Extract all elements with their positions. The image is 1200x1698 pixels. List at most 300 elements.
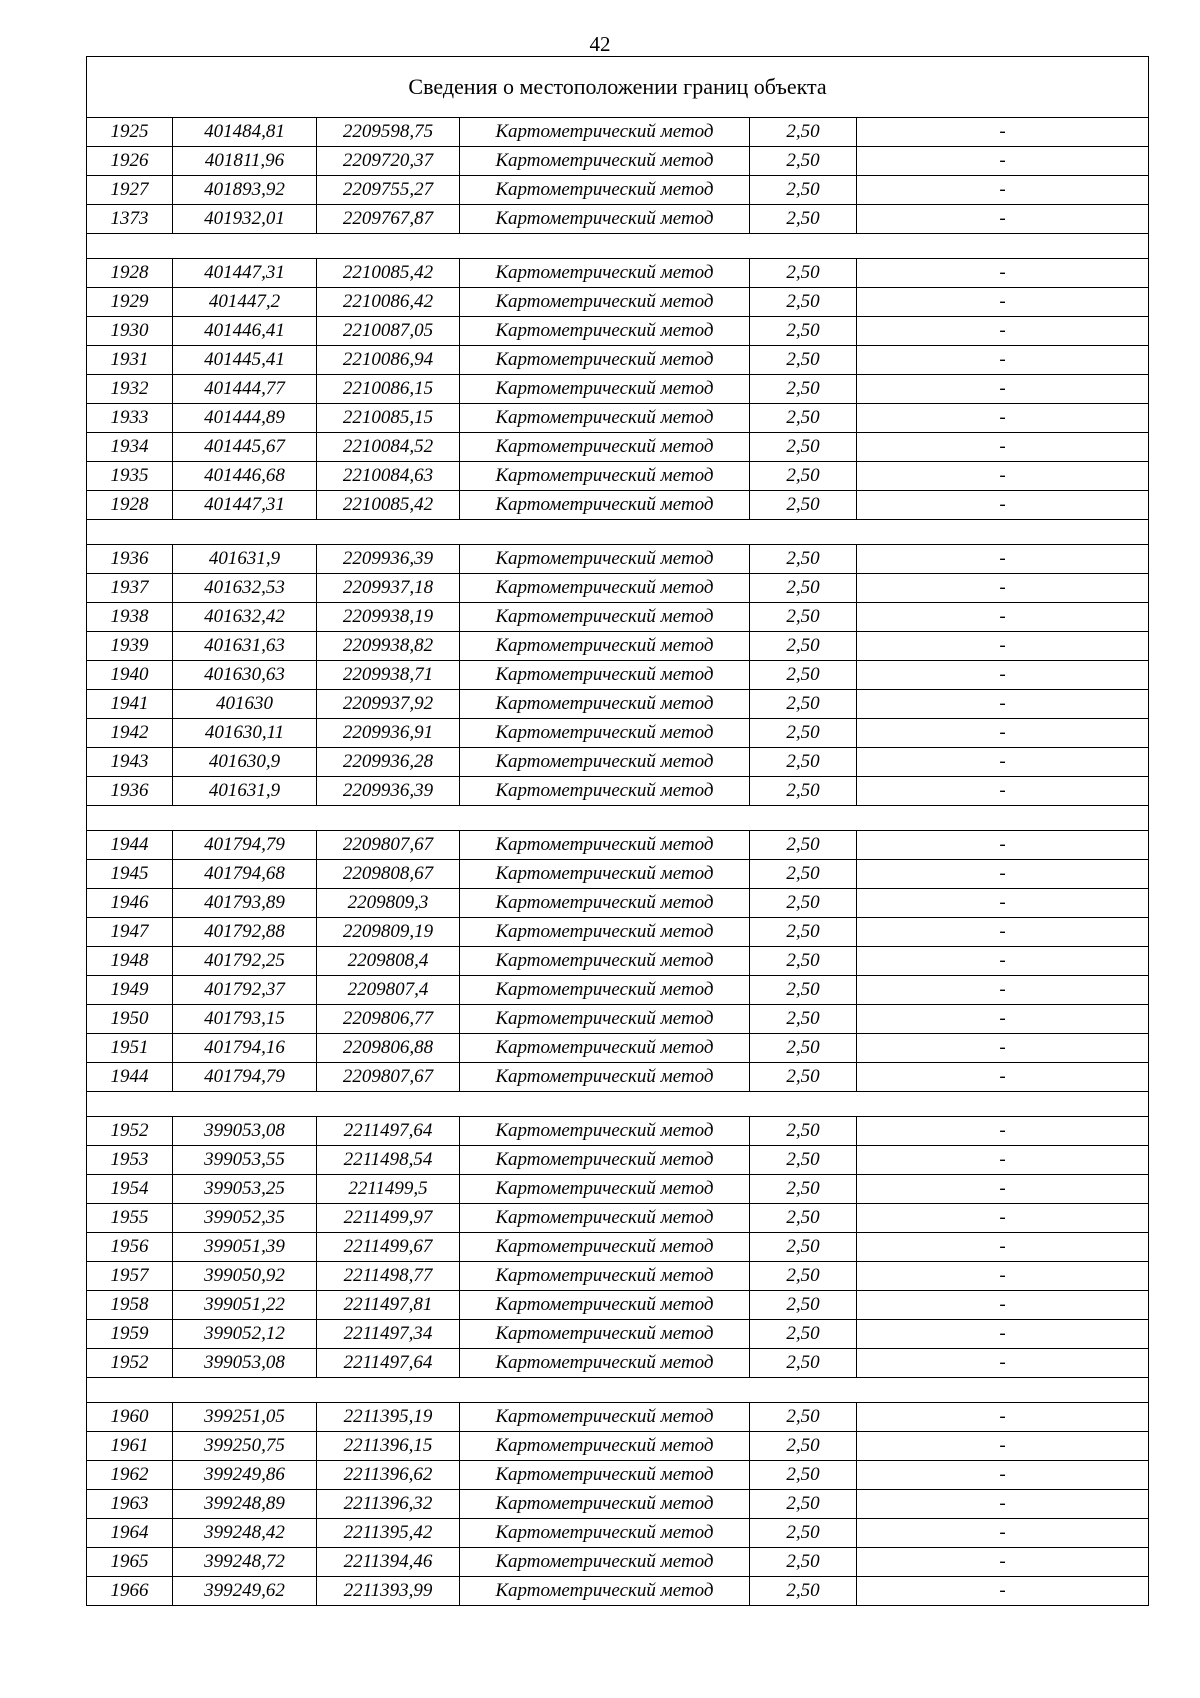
description-cell: - <box>857 947 1149 976</box>
method-cell: Картометрический метод <box>460 1349 750 1378</box>
description-cell: - <box>857 1349 1149 1378</box>
table-row <box>87 976 1149 1005</box>
x-coordinate-cell: 401792,37 <box>173 976 317 1005</box>
contour-separator-cell <box>87 1092 1149 1117</box>
description-cell: - <box>857 603 1149 632</box>
accuracy-cell: 2,50 <box>750 118 857 147</box>
y-coordinate-cell: 2209807,67 <box>317 831 460 860</box>
description-cell: - <box>857 690 1149 719</box>
description-cell: - <box>857 1005 1149 1034</box>
point-number-cell: 1937 <box>87 574 173 603</box>
y-coordinate-cell: 2209936,39 <box>317 545 460 574</box>
accuracy-cell: 2,50 <box>750 748 857 777</box>
x-coordinate-cell: 399248,42 <box>173 1519 317 1548</box>
accuracy-cell: 2,50 <box>750 176 857 205</box>
y-coordinate-cell: 2209937,92 <box>317 690 460 719</box>
y-coordinate-cell: 2209807,4 <box>317 976 460 1005</box>
contour-separator-row <box>87 234 1149 259</box>
point-number-cell: 1957 <box>87 1262 173 1291</box>
method-cell: Картометрический метод <box>460 176 750 205</box>
x-coordinate-cell: 401792,88 <box>173 918 317 947</box>
description-cell: - <box>857 205 1149 234</box>
method-cell: Картометрический метод <box>460 1204 750 1233</box>
accuracy-cell: 2,50 <box>750 1233 857 1262</box>
point-number-cell: 1927 <box>87 176 173 205</box>
method-cell: Картометрический метод <box>460 1262 750 1291</box>
x-coordinate-cell: 401484,81 <box>173 118 317 147</box>
table-row <box>87 545 1149 574</box>
method-cell: Картометрический метод <box>460 147 750 176</box>
accuracy-cell: 2,50 <box>750 1577 857 1606</box>
description-cell: - <box>857 777 1149 806</box>
description-cell: - <box>857 346 1149 375</box>
description-cell: - <box>857 1432 1149 1461</box>
x-coordinate-cell: 401630,63 <box>173 661 317 690</box>
accuracy-cell: 2,50 <box>750 1548 857 1577</box>
method-cell: Картометрический метод <box>460 1063 750 1092</box>
accuracy-cell: 2,50 <box>750 545 857 574</box>
table-row <box>87 118 1149 147</box>
accuracy-cell: 2,50 <box>750 976 857 1005</box>
table-row <box>87 1461 1149 1490</box>
y-coordinate-cell: 2211499,67 <box>317 1233 460 1262</box>
accuracy-cell: 2,50 <box>750 1320 857 1349</box>
accuracy-cell: 2,50 <box>750 404 857 433</box>
x-coordinate-cell: 399053,25 <box>173 1175 317 1204</box>
point-number-cell: 1956 <box>87 1233 173 1262</box>
point-number-cell: 1944 <box>87 1063 173 1092</box>
table-row <box>87 1146 1149 1175</box>
x-coordinate-cell: 401793,15 <box>173 1005 317 1034</box>
y-coordinate-cell: 2211497,64 <box>317 1117 460 1146</box>
description-cell: - <box>857 1117 1149 1146</box>
description-cell: - <box>857 1262 1149 1291</box>
x-coordinate-cell: 401794,68 <box>173 860 317 889</box>
method-cell: Картометрический метод <box>460 690 750 719</box>
table-row <box>87 947 1149 976</box>
table-row <box>87 632 1149 661</box>
y-coordinate-cell: 2211395,19 <box>317 1403 460 1432</box>
y-coordinate-cell: 2209806,88 <box>317 1034 460 1063</box>
method-cell: Картометрический метод <box>460 1034 750 1063</box>
y-coordinate-cell: 2210085,42 <box>317 491 460 520</box>
accuracy-cell: 2,50 <box>750 1461 857 1490</box>
point-number-cell: 1953 <box>87 1146 173 1175</box>
accuracy-cell: 2,50 <box>750 1034 857 1063</box>
y-coordinate-cell: 2209809,19 <box>317 918 460 947</box>
y-coordinate-cell: 2210085,15 <box>317 404 460 433</box>
method-cell: Картометрический метод <box>460 632 750 661</box>
y-coordinate-cell: 2210087,05 <box>317 317 460 346</box>
description-cell: - <box>857 632 1149 661</box>
point-number-cell: 1936 <box>87 777 173 806</box>
table-row <box>87 603 1149 632</box>
table-row <box>87 1548 1149 1577</box>
method-cell: Картометрический метод <box>460 259 750 288</box>
method-cell: Картометрический метод <box>460 603 750 632</box>
point-number-cell: 1952 <box>87 1117 173 1146</box>
table-row <box>87 777 1149 806</box>
point-number-cell: 1949 <box>87 976 173 1005</box>
point-number-cell: 1932 <box>87 375 173 404</box>
accuracy-cell: 2,50 <box>750 205 857 234</box>
y-coordinate-cell: 2209720,37 <box>317 147 460 176</box>
x-coordinate-cell: 399053,55 <box>173 1146 317 1175</box>
x-coordinate-cell: 401631,63 <box>173 632 317 661</box>
method-cell: Картометрический метод <box>460 1461 750 1490</box>
description-cell: - <box>857 976 1149 1005</box>
accuracy-cell: 2,50 <box>750 947 857 976</box>
description-cell: - <box>857 147 1149 176</box>
point-number-cell: 1943 <box>87 748 173 777</box>
table-row <box>87 491 1149 520</box>
method-cell: Картометрический метод <box>460 976 750 1005</box>
point-number-cell: 1963 <box>87 1490 173 1519</box>
x-coordinate-cell: 401447,2 <box>173 288 317 317</box>
table-row <box>87 1490 1149 1519</box>
accuracy-cell: 2,50 <box>750 1262 857 1291</box>
boundary-table-container <box>86 56 1148 1606</box>
method-cell: Картометрический метод <box>460 1320 750 1349</box>
method-cell: Картометрический метод <box>460 860 750 889</box>
y-coordinate-cell: 2209936,39 <box>317 777 460 806</box>
method-cell: Картометрический метод <box>460 1577 750 1606</box>
method-cell: Картометрический метод <box>460 346 750 375</box>
description-cell: - <box>857 1175 1149 1204</box>
contour-separator-row <box>87 1092 1149 1117</box>
y-coordinate-cell: 2211497,64 <box>317 1349 460 1378</box>
y-coordinate-cell: 2210086,42 <box>317 288 460 317</box>
accuracy-cell: 2,50 <box>750 889 857 918</box>
description-cell: - <box>857 1519 1149 1548</box>
accuracy-cell: 2,50 <box>750 1490 857 1519</box>
accuracy-cell: 2,50 <box>750 603 857 632</box>
table-title: Сведения о местоположении границ объекта <box>87 57 1149 118</box>
method-cell: Картометрический метод <box>460 777 750 806</box>
description-cell: - <box>857 661 1149 690</box>
y-coordinate-cell: 2209755,27 <box>317 176 460 205</box>
point-number-cell: 1947 <box>87 918 173 947</box>
y-coordinate-cell: 2211396,15 <box>317 1432 460 1461</box>
table-row <box>87 748 1149 777</box>
point-number-cell: 1929 <box>87 288 173 317</box>
y-coordinate-cell: 2209938,19 <box>317 603 460 632</box>
description-cell: - <box>857 1291 1149 1320</box>
method-cell: Картометрический метод <box>460 719 750 748</box>
point-number-cell: 1930 <box>87 317 173 346</box>
point-number-cell: 1962 <box>87 1461 173 1490</box>
table-row <box>87 1577 1149 1606</box>
x-coordinate-cell: 401630,9 <box>173 748 317 777</box>
contour-separator-row <box>87 520 1149 545</box>
table-row <box>87 1519 1149 1548</box>
method-cell: Картометрический метод <box>460 1548 750 1577</box>
y-coordinate-cell: 2209938,71 <box>317 661 460 690</box>
y-coordinate-cell: 2211497,81 <box>317 1291 460 1320</box>
description-cell: - <box>857 719 1149 748</box>
table-row <box>87 661 1149 690</box>
y-coordinate-cell: 2210085,42 <box>317 259 460 288</box>
method-cell: Картометрический метод <box>460 1117 750 1146</box>
description-cell: - <box>857 1233 1149 1262</box>
accuracy-cell: 2,50 <box>750 1291 857 1320</box>
accuracy-cell: 2,50 <box>750 288 857 317</box>
description-cell: - <box>857 831 1149 860</box>
table-body <box>87 57 1149 1606</box>
y-coordinate-cell: 2209807,67 <box>317 1063 460 1092</box>
method-cell: Картометрический метод <box>460 1233 750 1262</box>
table-row <box>87 1204 1149 1233</box>
point-number-cell: 1944 <box>87 831 173 860</box>
point-number-cell: 1938 <box>87 603 173 632</box>
x-coordinate-cell: 399248,89 <box>173 1490 317 1519</box>
y-coordinate-cell: 2209936,91 <box>317 719 460 748</box>
accuracy-cell: 2,50 <box>750 147 857 176</box>
method-cell: Картометрический метод <box>460 831 750 860</box>
y-coordinate-cell: 2211394,46 <box>317 1548 460 1577</box>
y-coordinate-cell: 2211396,62 <box>317 1461 460 1490</box>
table-row <box>87 574 1149 603</box>
accuracy-cell: 2,50 <box>750 690 857 719</box>
y-coordinate-cell: 2211499,97 <box>317 1204 460 1233</box>
y-coordinate-cell: 2210086,94 <box>317 346 460 375</box>
description-cell: - <box>857 574 1149 603</box>
table-row <box>87 889 1149 918</box>
point-number-cell: 1965 <box>87 1548 173 1577</box>
description-cell: - <box>857 118 1149 147</box>
method-cell: Картометрический метод <box>460 375 750 404</box>
description-cell: - <box>857 375 1149 404</box>
table-row <box>87 1432 1149 1461</box>
x-coordinate-cell: 399249,86 <box>173 1461 317 1490</box>
point-number-cell: 1964 <box>87 1519 173 1548</box>
y-coordinate-cell: 2210086,15 <box>317 375 460 404</box>
contour-separator-row <box>87 806 1149 831</box>
point-number-cell: 1928 <box>87 259 173 288</box>
accuracy-cell: 2,50 <box>750 1063 857 1092</box>
y-coordinate-cell: 2211395,42 <box>317 1519 460 1548</box>
method-cell: Картометрический метод <box>460 1291 750 1320</box>
point-number-cell: 1961 <box>87 1432 173 1461</box>
point-number-cell: 1926 <box>87 147 173 176</box>
method-cell: Картометрический метод <box>460 433 750 462</box>
x-coordinate-cell: 401447,31 <box>173 491 317 520</box>
y-coordinate-cell: 2210084,52 <box>317 433 460 462</box>
description-cell: - <box>857 1063 1149 1092</box>
x-coordinate-cell: 399051,39 <box>173 1233 317 1262</box>
table-row <box>87 346 1149 375</box>
y-coordinate-cell: 2209938,82 <box>317 632 460 661</box>
method-cell: Картометрический метод <box>460 1432 750 1461</box>
y-coordinate-cell: 2209767,87 <box>317 205 460 234</box>
description-cell: - <box>857 1490 1149 1519</box>
table-row <box>87 1117 1149 1146</box>
description-cell: - <box>857 545 1149 574</box>
method-cell: Картометрический метод <box>460 205 750 234</box>
x-coordinate-cell: 399250,75 <box>173 1432 317 1461</box>
description-cell: - <box>857 1146 1149 1175</box>
method-cell: Картометрический метод <box>460 1175 750 1204</box>
point-number-cell: 1933 <box>87 404 173 433</box>
table-row <box>87 317 1149 346</box>
x-coordinate-cell: 401631,9 <box>173 545 317 574</box>
accuracy-cell: 2,50 <box>750 574 857 603</box>
x-coordinate-cell: 399052,12 <box>173 1320 317 1349</box>
y-coordinate-cell: 2209937,18 <box>317 574 460 603</box>
description-cell: - <box>857 860 1149 889</box>
description-cell: - <box>857 259 1149 288</box>
y-coordinate-cell: 2209808,4 <box>317 947 460 976</box>
table-row <box>87 1291 1149 1320</box>
table-row <box>87 1262 1149 1291</box>
accuracy-cell: 2,50 <box>750 1175 857 1204</box>
table-row <box>87 860 1149 889</box>
description-cell: - <box>857 918 1149 947</box>
y-coordinate-cell: 2209806,77 <box>317 1005 460 1034</box>
point-number-cell: 1928 <box>87 491 173 520</box>
table-row <box>87 831 1149 860</box>
method-cell: Картометрический метод <box>460 317 750 346</box>
table-row <box>87 375 1149 404</box>
description-cell: - <box>857 1204 1149 1233</box>
x-coordinate-cell: 401444,77 <box>173 375 317 404</box>
point-number-cell: 1940 <box>87 661 173 690</box>
y-coordinate-cell: 2209598,75 <box>317 118 460 147</box>
x-coordinate-cell: 401794,79 <box>173 831 317 860</box>
point-number-cell: 1931 <box>87 346 173 375</box>
contour-separator-cell <box>87 520 1149 545</box>
x-coordinate-cell: 399251,05 <box>173 1403 317 1432</box>
description-cell: - <box>857 1461 1149 1490</box>
point-number-cell: 1948 <box>87 947 173 976</box>
accuracy-cell: 2,50 <box>750 1117 857 1146</box>
x-coordinate-cell: 401446,41 <box>173 317 317 346</box>
method-cell: Картометрический метод <box>460 574 750 603</box>
point-number-cell: 1936 <box>87 545 173 574</box>
method-cell: Картометрический метод <box>460 491 750 520</box>
x-coordinate-cell: 401630 <box>173 690 317 719</box>
x-coordinate-cell: 401630,11 <box>173 719 317 748</box>
table-row <box>87 147 1149 176</box>
description-cell: - <box>857 404 1149 433</box>
accuracy-cell: 2,50 <box>750 777 857 806</box>
table-row <box>87 462 1149 491</box>
method-cell: Картометрический метод <box>460 661 750 690</box>
description-cell: - <box>857 491 1149 520</box>
table-row <box>87 205 1149 234</box>
table-row <box>87 1005 1149 1034</box>
accuracy-cell: 2,50 <box>750 1204 857 1233</box>
method-cell: Картометрический метод <box>460 288 750 317</box>
contour-separator-cell <box>87 1378 1149 1403</box>
description-cell: - <box>857 1548 1149 1577</box>
x-coordinate-cell: 401447,31 <box>173 259 317 288</box>
boundary-table <box>86 56 1149 1606</box>
method-cell: Картометрический метод <box>460 1005 750 1034</box>
description-cell: - <box>857 176 1149 205</box>
description-cell: - <box>857 748 1149 777</box>
contour-separator-row <box>87 1378 1149 1403</box>
method-cell: Картометрический метод <box>460 1146 750 1175</box>
table-row <box>87 690 1149 719</box>
description-cell: - <box>857 1034 1149 1063</box>
x-coordinate-cell: 399050,92 <box>173 1262 317 1291</box>
table-row <box>87 918 1149 947</box>
method-cell: Картометрический метод <box>460 118 750 147</box>
page-number: 42 <box>589 32 611 56</box>
accuracy-cell: 2,50 <box>750 1005 857 1034</box>
x-coordinate-cell: 401932,01 <box>173 205 317 234</box>
y-coordinate-cell: 2209808,67 <box>317 860 460 889</box>
accuracy-cell: 2,50 <box>750 1146 857 1175</box>
accuracy-cell: 2,50 <box>750 317 857 346</box>
method-cell: Картометрический метод <box>460 404 750 433</box>
table-row <box>87 404 1149 433</box>
point-number-cell: 1966 <box>87 1577 173 1606</box>
point-number-cell: 1955 <box>87 1204 173 1233</box>
accuracy-cell: 2,50 <box>750 259 857 288</box>
accuracy-cell: 2,50 <box>750 1432 857 1461</box>
table-title-row <box>87 57 1149 118</box>
accuracy-cell: 2,50 <box>750 719 857 748</box>
x-coordinate-cell: 399051,22 <box>173 1291 317 1320</box>
accuracy-cell: 2,50 <box>750 491 857 520</box>
y-coordinate-cell: 2211498,77 <box>317 1262 460 1291</box>
y-coordinate-cell: 2209936,28 <box>317 748 460 777</box>
x-coordinate-cell: 401794,79 <box>173 1063 317 1092</box>
accuracy-cell: 2,50 <box>750 1349 857 1378</box>
point-number-cell: 1925 <box>87 118 173 147</box>
method-cell: Картометрический метод <box>460 545 750 574</box>
description-cell: - <box>857 889 1149 918</box>
contour-separator-cell <box>87 806 1149 831</box>
x-coordinate-cell: 401793,89 <box>173 889 317 918</box>
accuracy-cell: 2,50 <box>750 433 857 462</box>
x-coordinate-cell: 401631,9 <box>173 777 317 806</box>
point-number-cell: 1958 <box>87 1291 173 1320</box>
method-cell: Картометрический метод <box>460 947 750 976</box>
y-coordinate-cell: 2211393,99 <box>317 1577 460 1606</box>
point-number-cell: 1935 <box>87 462 173 491</box>
point-number-cell: 1954 <box>87 1175 173 1204</box>
point-number-cell: 1951 <box>87 1034 173 1063</box>
method-cell: Картометрический метод <box>460 1403 750 1432</box>
method-cell: Картометрический метод <box>460 748 750 777</box>
point-number-cell: 1945 <box>87 860 173 889</box>
table-row <box>87 288 1149 317</box>
table-row <box>87 1403 1149 1432</box>
accuracy-cell: 2,50 <box>750 346 857 375</box>
accuracy-cell: 2,50 <box>750 831 857 860</box>
x-coordinate-cell: 401445,67 <box>173 433 317 462</box>
accuracy-cell: 2,50 <box>750 860 857 889</box>
method-cell: Картометрический метод <box>460 918 750 947</box>
table-row <box>87 1320 1149 1349</box>
accuracy-cell: 2,50 <box>750 661 857 690</box>
point-number-cell: 1960 <box>87 1403 173 1432</box>
description-cell: - <box>857 1403 1149 1432</box>
x-coordinate-cell: 401792,25 <box>173 947 317 976</box>
x-coordinate-cell: 401445,41 <box>173 346 317 375</box>
x-coordinate-cell: 401444,89 <box>173 404 317 433</box>
x-coordinate-cell: 401794,16 <box>173 1034 317 1063</box>
point-number-cell: 1950 <box>87 1005 173 1034</box>
table-row <box>87 719 1149 748</box>
description-cell: - <box>857 1577 1149 1606</box>
point-number-cell: 1934 <box>87 433 173 462</box>
y-coordinate-cell: 2211396,32 <box>317 1490 460 1519</box>
point-number-cell: 1373 <box>87 205 173 234</box>
